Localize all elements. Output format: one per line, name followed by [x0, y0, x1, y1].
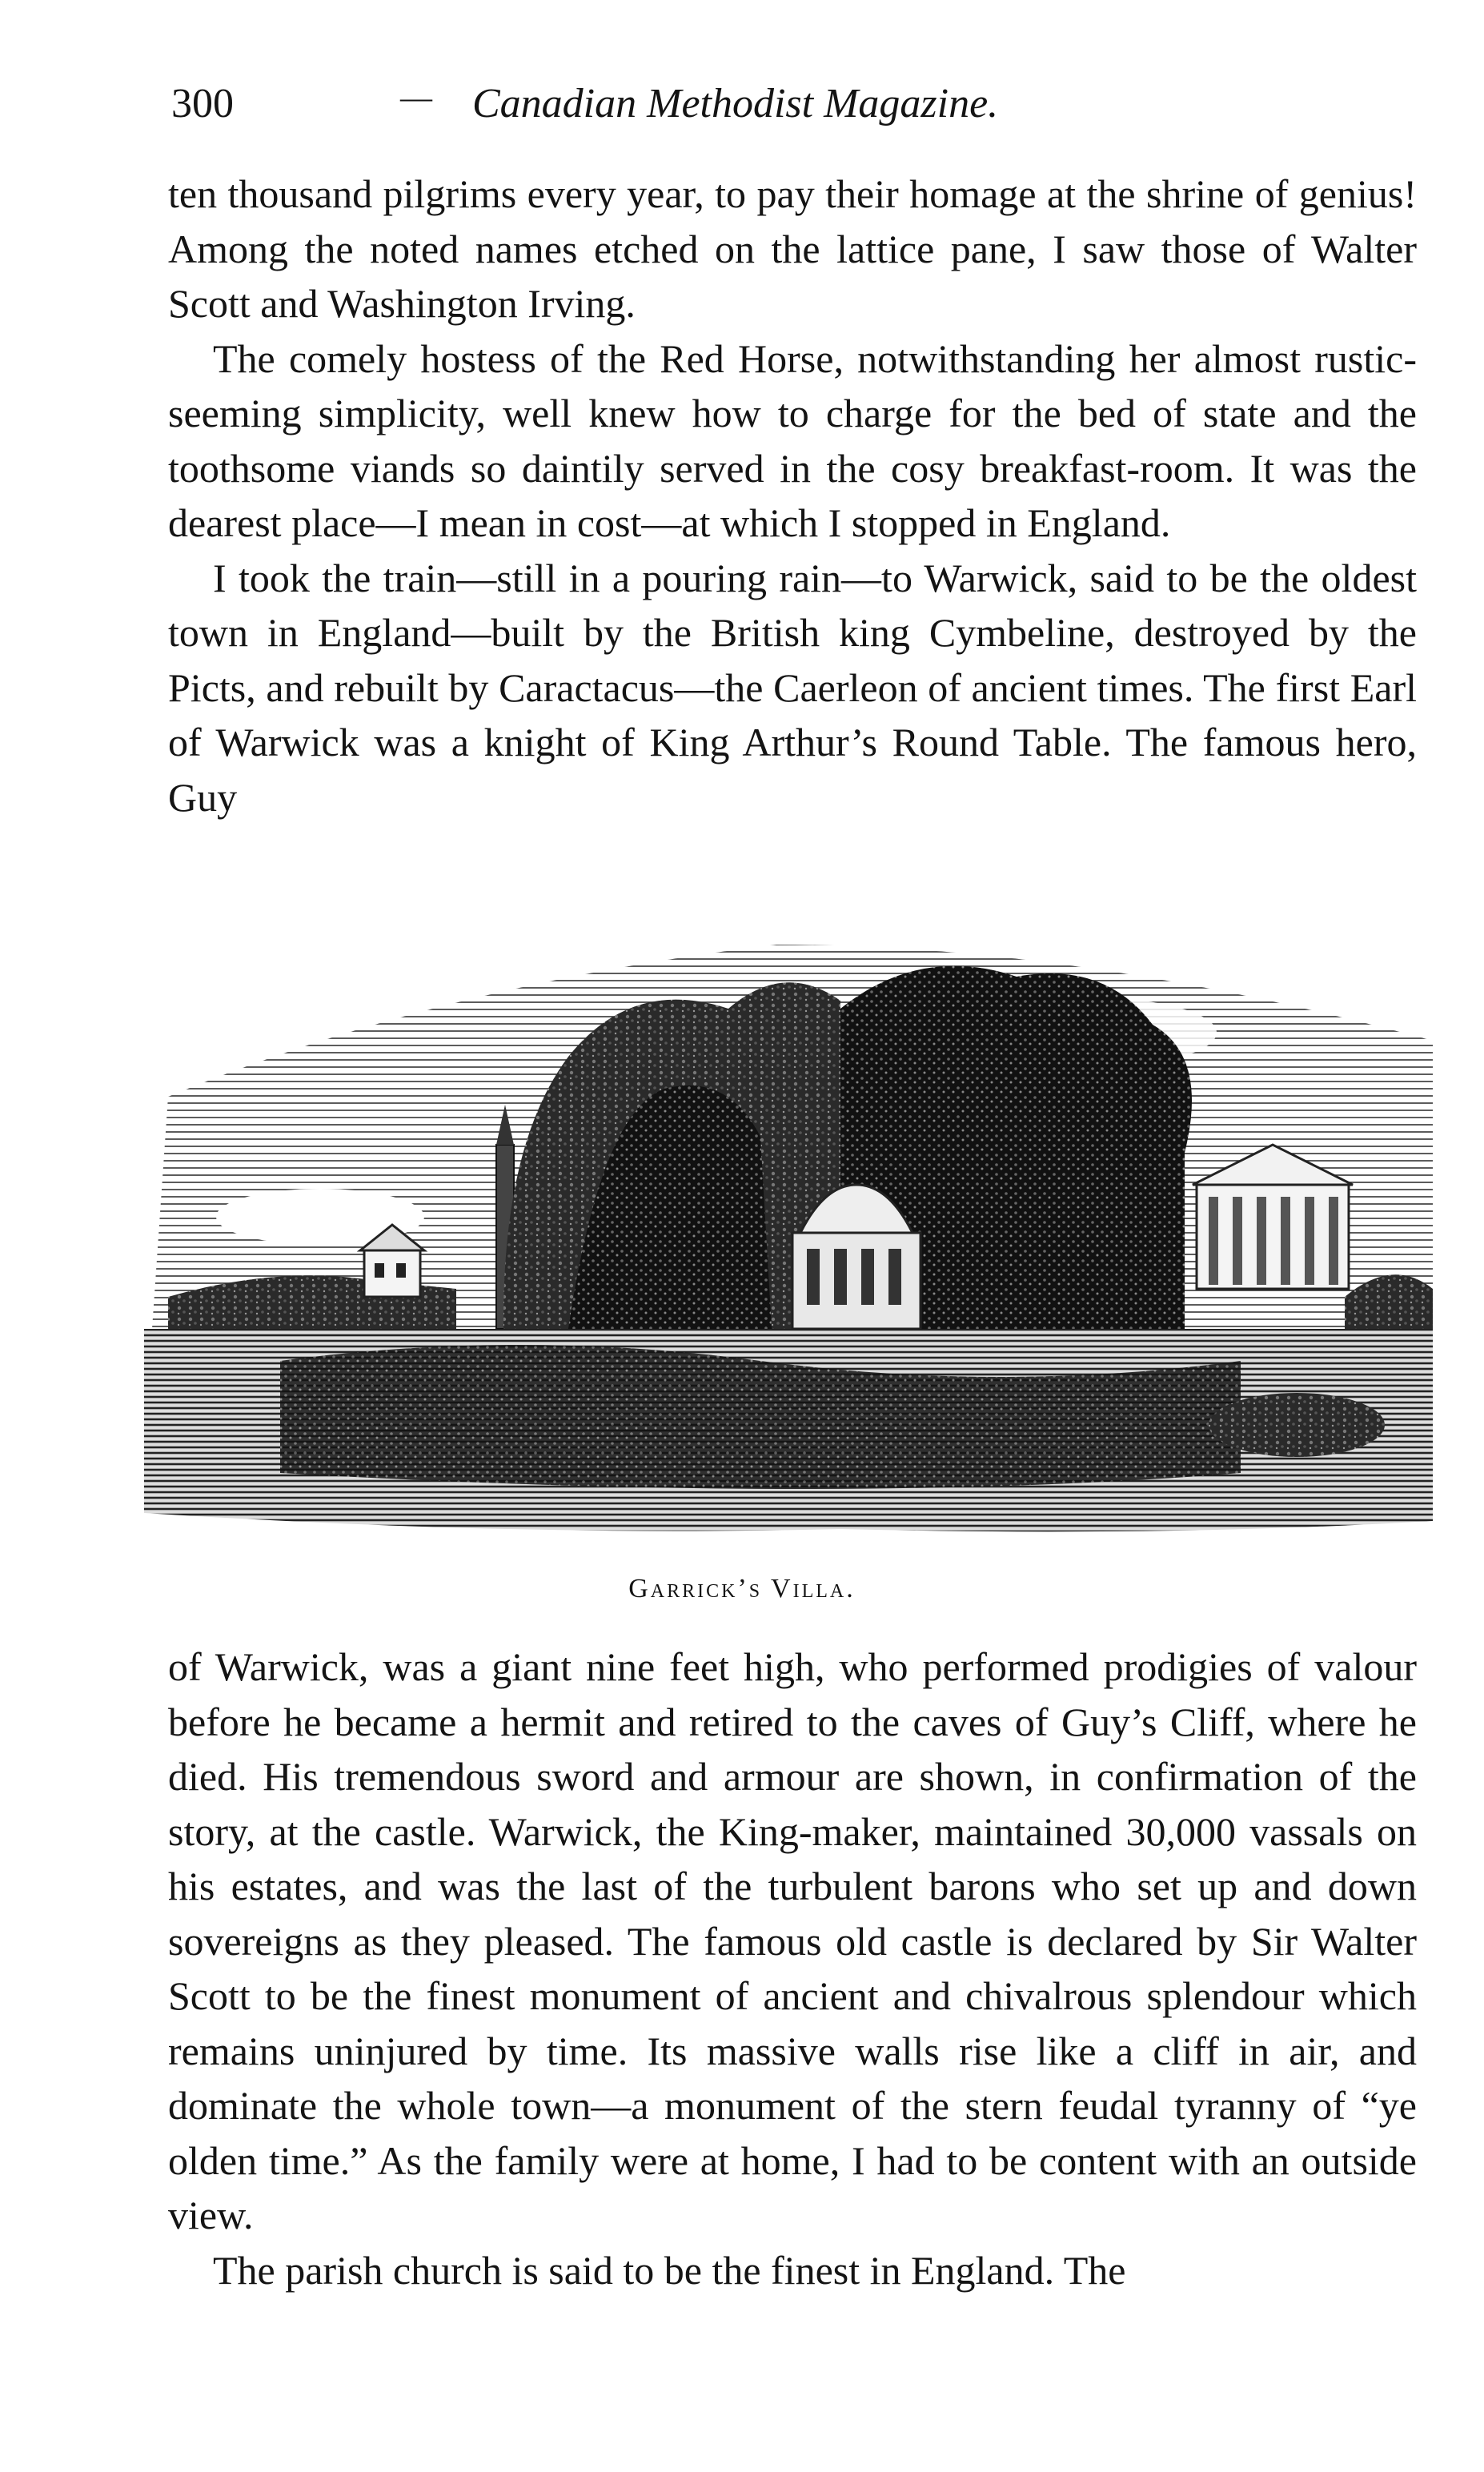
paragraph: of Warwick, was a giant nine feet high, who performed prodigies of valour before he became a hermit and retired to the caves of Guy’s Cliff, where he died. His tremendous sword and armour are shown, in confirmation of the story, at the castle. Warwick, the King-maker, maintained 30,000 vassals on his estates, and was the last of the turbulent barons who set up and down sovereigns as they pleased. The famous old castle is declared by Sir Walter Scott to be the finest monument of ancient and chivalrous splendour which remains uninjured by time. Its massive walls rise like a cliff in air, and dominate the whole town—a monument of the stern feudal tyranny of “ye olden time.” As the family were at home, I had to be content with an outside view.: [168, 1644, 1417, 2237]
paragraph: The parish church is said to be the finest in England. The: [213, 2247, 1126, 2293]
paragraph: The comely hostess of the Red Horse, notwithstanding her almost rustic-seeming simplicity, well knew how to charge for the bed of state and the toothsome viands so daintily served in the cosy breakfast-room. It was the dearest place—I mean in cost—at which I stopped in England.: [168, 335, 1417, 545]
header-dash: —: [400, 79, 432, 115]
page-number: 300: [171, 81, 234, 126]
paragraph: ten thousand pilgrims every year, to pay their homage at the shrine of genius! Among the noted names etched on the lattice pane, I saw those of Walter Scott and Washington Irving.: [168, 171, 1417, 326]
text-block-top: [168, 167, 1417, 825]
text-block-bottom: [168, 1639, 1417, 2297]
paragraph: I took the train—still in a pouring rain—to Warwick, said to be the oldest town in England—built by the British king Cymbeline, destroyed by the Picts, and rebuilt by Caractacus—the Caerleon of ancient times. The first Earl of Warwick was a knight of King Arthur’s Round Table. The famous hero, Guy: [168, 555, 1417, 820]
engraving-svg: [120, 913, 1441, 1553]
figure-caption: Garrick’s Villa.: [628, 1574, 856, 1603]
engraving-illustration: [120, 913, 1441, 1553]
magazine-title: Canadian Methodist Magazine.: [472, 81, 999, 126]
running-header: [168, 76, 1417, 132]
